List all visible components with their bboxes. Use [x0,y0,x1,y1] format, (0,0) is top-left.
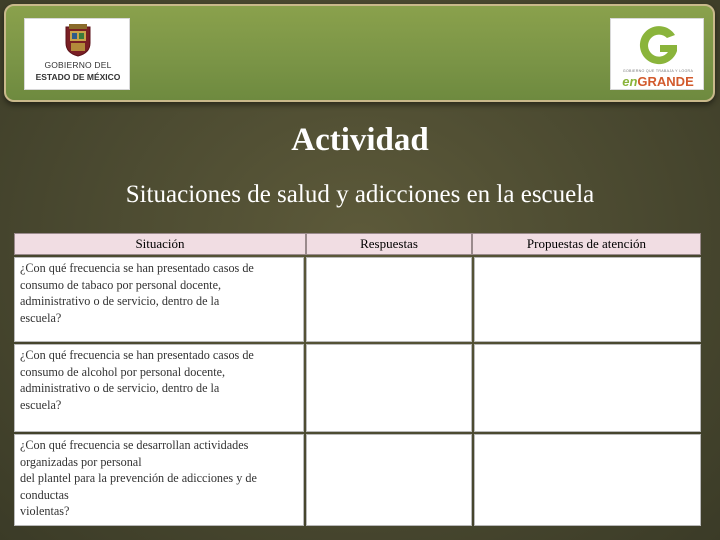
gobierno-estado-mexico-logo [24,18,130,90]
table-row-1-situacion [14,257,304,342]
logo-text-line1: GOBIERNO DEL [44,60,112,70]
activity-table [14,233,701,527]
situacion-line: ¿Con qué frecuencia se han presentado casos de [20,261,254,275]
situacion-line: violentas? [20,504,70,518]
logo-brand-text [611,74,705,89]
situacion-line: escuela? [20,397,62,412]
situacion-line: consumo de tabaco por personal docente, [20,277,222,292]
situacion-text-3 [15,435,303,520]
situacion-line: ¿Con qué frecuencia se desarrollan actividades [20,438,249,452]
situacion-line: ¿Con qué frecuencia se han presentado casos de [20,348,254,362]
page-subtitle: Situaciones de salud y adicciones en la escuela [125,181,595,208]
table-row-1-propuestas[interactable] [474,257,701,342]
header-respuestas: Respuestas [306,233,472,255]
brand-suffix: GRANDE [637,74,694,89]
table-row-1-respuestas[interactable] [306,257,472,342]
engrande-logo [610,18,704,90]
situacion-line: escuela? [20,310,62,325]
logo-tagline: GOBIERNO QUE TRABAJA Y LOGRA [622,69,694,73]
table-row-3-respuestas[interactable] [306,434,472,526]
header-propuestas: Propuestas de atención [472,233,701,255]
page-title: Actividad [291,122,429,158]
logo-text-line2: ESTADO DE MÉXICO [35,72,121,82]
situacion-line: administrativo o de servicio, dentro de la [20,381,220,395]
situacion-line: del plantel para la prevención de adicciones y de [20,471,257,485]
table-row-3-situacion [14,434,304,526]
situacion-line: organizadas por personal [20,454,142,469]
header-situacion: Situación [14,233,306,255]
table-row-3-propuestas[interactable] [474,434,701,526]
table-row-2-propuestas[interactable] [474,344,701,432]
brand-prefix: en [622,74,638,89]
table-row-2-situacion [14,344,304,432]
coat-of-arms-icon [63,23,93,57]
header-banner [4,4,715,102]
situacion-line: administrativo o de servicio, dentro de la [20,294,220,308]
situacion-line: conductas [20,487,69,502]
situacion-text-2 [15,345,303,413]
g-letter-icon [637,25,681,67]
situacion-text-1 [15,258,303,326]
table-row-2-respuestas[interactable] [306,344,472,432]
situacion-line: consumo de alcohol por personal docente, [20,364,226,379]
